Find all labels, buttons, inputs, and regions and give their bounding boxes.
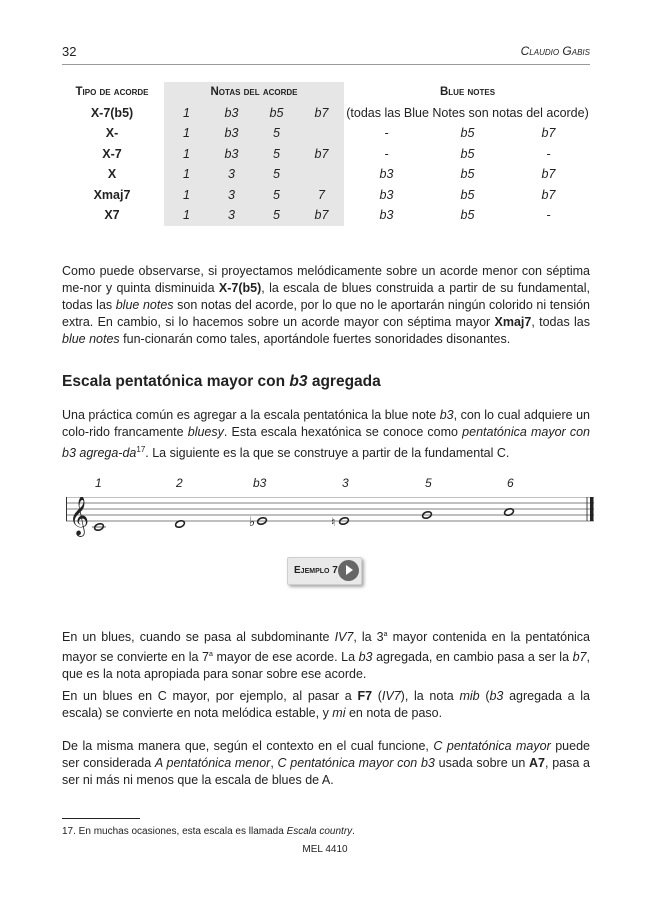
scale-degree-label: 1	[95, 476, 102, 490]
text-run: agregada, en cambio pasa a ser la	[372, 650, 573, 665]
chord-type: X-7	[102, 146, 122, 161]
scale-degree-label: b3	[253, 476, 267, 490]
text-run: , con lo cual adquiere un colo-rido francamente	[62, 408, 590, 439]
header-notas: Notas del acorde	[164, 82, 344, 103]
term: bluesy	[187, 425, 224, 439]
paragraph-intro	[62, 263, 590, 348]
text-run: (	[372, 689, 382, 703]
text-run: , pasa a ser ni más ni menos que la escala de blues de A.	[62, 756, 590, 787]
play-icon	[338, 560, 359, 581]
term: Escala country	[286, 826, 353, 837]
text-run: . Esta escala hexatónica se conoce como	[223, 425, 463, 439]
ordinal-mark: a	[209, 651, 213, 659]
header-blue: Blue notes	[439, 86, 496, 99]
example-label: Ejemplo 7	[294, 565, 338, 576]
blue-note: b5	[460, 208, 475, 223]
blue-note: b7	[541, 187, 556, 202]
page-number: 32	[62, 44, 77, 59]
blue-note: b5	[460, 187, 475, 202]
footnote-rule	[62, 818, 140, 819]
text-run: . La siguiente es la que se construye a partir de la fundamental C.	[145, 446, 510, 461]
blue-note: b5	[460, 167, 475, 182]
text-run: nor y quinta disminuida	[83, 281, 219, 295]
heading-text: b3	[289, 373, 308, 390]
blue-note: b7	[541, 126, 556, 141]
term: b3	[358, 650, 373, 665]
chord-note: 5	[254, 164, 299, 185]
scale-notes	[92, 508, 514, 532]
flat-sign-icon: ♭	[249, 515, 256, 530]
table-row	[62, 144, 589, 165]
chord-note: 3	[209, 185, 254, 206]
text-run: mayor contenida en la pentatónica mayor se convierte en la 7	[62, 630, 591, 665]
chord-note: b7	[299, 205, 344, 226]
chord-note: 3	[209, 205, 254, 226]
blue-note: b3	[379, 208, 394, 223]
table-row	[62, 205, 589, 226]
chord-name: X-7(b5)	[218, 281, 262, 295]
example-7-play-button[interactable]	[287, 557, 362, 585]
chord-type: X-7(b5)	[90, 105, 134, 120]
chord-note: 1	[164, 123, 209, 144]
chord-note: 1	[164, 144, 209, 165]
blue-note: b5	[460, 146, 475, 161]
chord-note: b5	[254, 103, 299, 124]
footnote-ref: 17	[136, 445, 146, 454]
ordinal-mark: a	[383, 631, 388, 638]
chord-note	[299, 164, 344, 185]
table-row	[62, 185, 589, 206]
section-heading	[62, 373, 381, 391]
blue-note: b5	[460, 126, 475, 141]
chord-table	[62, 82, 589, 226]
chord-note: 1	[164, 185, 209, 206]
term: b7	[572, 650, 587, 665]
text-run: , la 3	[353, 630, 384, 645]
chord-name: A7	[529, 756, 546, 770]
text-run: , la escala de blues construida a partir de su fundamental, todas las	[62, 281, 590, 312]
heading-text: agregada	[307, 373, 381, 390]
term: b3	[439, 408, 454, 422]
chord-note: 5	[254, 123, 299, 144]
chord-type: X7	[104, 208, 120, 223]
text-run: , que es la nota apropiada para sonar sobre ese acorde.	[62, 650, 590, 682]
chord-note: b7	[299, 144, 344, 165]
term: C pentatónica mayor	[433, 739, 551, 753]
chord-note: 5	[254, 185, 299, 206]
text-run: 17. En muchas ocasiones, esta escala es llamada	[62, 826, 287, 837]
chord-type: Xmaj7	[93, 187, 131, 202]
scale-degree-label: 2	[176, 476, 183, 490]
term: A pentatónica menor	[154, 756, 271, 770]
blue-note: -	[546, 208, 551, 223]
term: pentatónica mayor con b3 agrega-da	[62, 425, 591, 461]
chord-note: 1	[164, 103, 209, 124]
blue-notes-text: (todas las Blue Notes son notas del acorde)	[346, 105, 589, 120]
text-run: mayor de ese acorde. La	[212, 650, 359, 665]
text-run: (	[479, 689, 490, 703]
heading-text: Escala pentatónica mayor con	[62, 373, 290, 390]
chord-note: 5	[254, 144, 299, 165]
chord-note	[299, 123, 344, 144]
blue-note: -	[384, 146, 389, 161]
paragraph-subdominant	[62, 626, 590, 683]
table-row	[62, 164, 589, 185]
term: C pentatónica mayor con b3	[277, 756, 435, 770]
scale-degree-label: 6	[507, 476, 514, 490]
text-run: .	[352, 826, 355, 837]
chord-note: b7	[299, 103, 344, 124]
running-author: Claudio Gabis	[520, 44, 590, 58]
chord-note: 7	[299, 185, 344, 206]
paragraph-c-major-blues	[62, 688, 590, 722]
blue-note: b7	[541, 167, 556, 182]
natural-sign-icon: ♮	[331, 515, 336, 529]
staff-lines	[66, 497, 594, 521]
chord-note: 5	[254, 205, 299, 226]
chord-note: b3	[209, 144, 254, 165]
scale-degree-label: 5	[425, 476, 432, 490]
chord-note: 1	[164, 164, 209, 185]
text-run: Una práctica común es agregar a la escala pentatónica la blue note	[62, 408, 440, 422]
text-run: son notas del acorde, por lo que no le aportarán ningún colorido ni tensión extra. En cambio, si lo hacemos sobre un acorde mayor con séptima mayor	[62, 298, 590, 329]
term: blue notes	[115, 298, 174, 312]
chord-type: X-	[105, 126, 119, 141]
chord-note: 1	[164, 205, 209, 226]
table-row	[62, 103, 589, 124]
text-run: , todas las	[531, 315, 590, 329]
end-barline-thick	[590, 497, 594, 521]
scale-degree-label: 3	[342, 476, 349, 490]
treble-clef-icon: 𝄞	[69, 497, 90, 536]
chord-note: b3	[209, 123, 254, 144]
music-staff	[66, 497, 596, 541]
catalog-code: MEL 4410	[302, 844, 348, 855]
text-run: fun-cionarán como tales, aportándole fuertes sonoridades disonantes.	[119, 332, 511, 346]
term: mib	[459, 689, 480, 703]
chord-note: 3	[209, 164, 254, 185]
chord-degree: IV7	[334, 630, 354, 645]
blue-note: b3	[379, 167, 394, 182]
paragraph-context	[62, 738, 590, 789]
header-rule	[62, 64, 590, 65]
term: mi	[332, 706, 346, 720]
blue-note: b3	[379, 187, 394, 202]
term: blue notes	[62, 332, 120, 346]
text-run: usada sobre un	[434, 756, 530, 770]
table-row	[62, 123, 589, 144]
text-run: ), la nota	[400, 689, 460, 703]
text-run: De la misma manera que, según el contexto en el cual funcione,	[62, 739, 434, 753]
text-run: agregada a la escala) se convierte en nota melódica estable, y	[62, 689, 590, 720]
chord-type: X	[107, 167, 117, 182]
header-tipo: Tipo de acorde	[75, 86, 149, 99]
text-run: puede ser considerada	[62, 739, 590, 770]
footnote	[62, 826, 355, 837]
chord-degree: IV7	[381, 689, 401, 703]
chord-note: b3	[209, 103, 254, 124]
text-run: ,	[270, 756, 278, 770]
term: b3	[489, 689, 504, 703]
text-run: En un blues, cuando se pasa al subdominante	[62, 630, 335, 645]
text-run: en nota de paso.	[345, 706, 443, 720]
paragraph-pentatonic	[62, 407, 590, 462]
blue-note: -	[546, 146, 551, 161]
chord-name: Xmaj7	[494, 315, 532, 329]
chord-name: F7	[357, 689, 373, 703]
text-run: Como puede observarse, si proyectamos melódicamente sobre un acorde menor con séptima me-	[62, 264, 590, 295]
text-run: En un blues en C mayor, por ejemplo, al pasar a	[62, 689, 358, 703]
blue-note: -	[384, 126, 389, 141]
table-header-row	[62, 82, 589, 103]
